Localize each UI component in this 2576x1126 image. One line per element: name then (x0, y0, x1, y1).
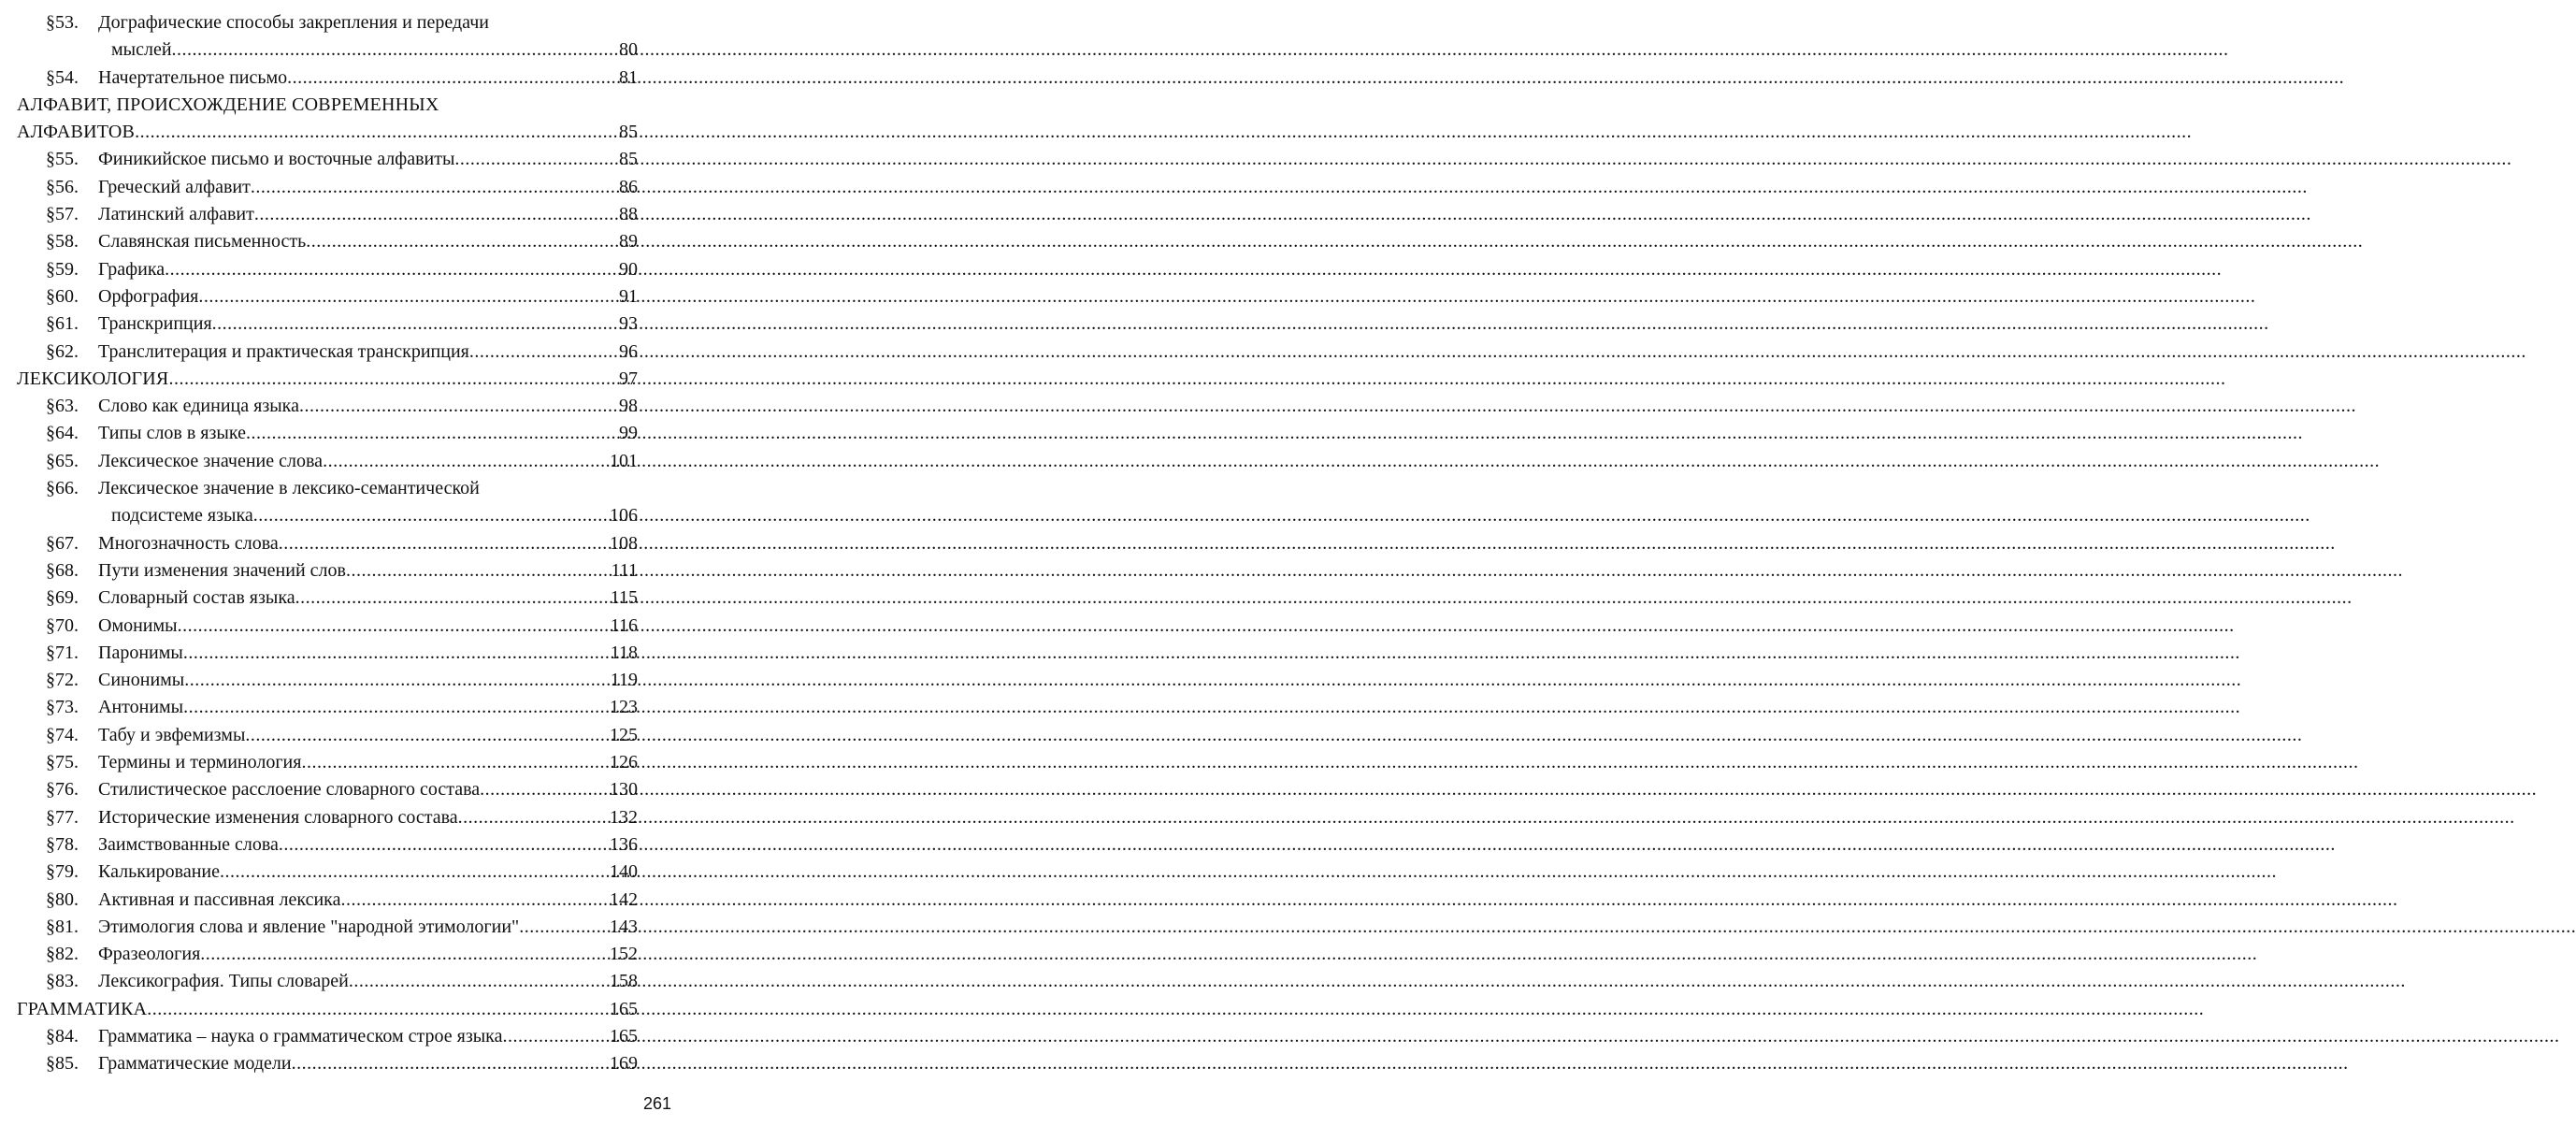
toc-entry (17, 393, 638, 420)
toc-entry-number: §68. (46, 559, 79, 581)
toc-entry-page: 96 (619, 340, 638, 362)
toc-entry-title: Транслитерация и практическая транскрипция (98, 340, 469, 362)
toc-dot-leader (183, 694, 610, 721)
toc-entry-title: Слово как единица языка (98, 396, 299, 417)
toc-entry (17, 585, 638, 612)
toc-dot-leader (184, 667, 610, 694)
toc-entry-title: Табу и эвфемизмы (98, 724, 246, 745)
toc-entry-page: 142 (610, 888, 638, 910)
toc-entry (17, 831, 638, 859)
toc-entry (17, 941, 638, 968)
toc-entry (17, 1023, 638, 1050)
toc-entry-title: ГРАММАТИКА (17, 998, 148, 1019)
toc-entry-number: §77. (46, 806, 79, 828)
toc-entry-title: Стилистическое расслоение словарного состава (98, 779, 481, 801)
toc-dot-leader (220, 859, 610, 886)
toc-entry-number: §75. (46, 752, 79, 773)
toc-entry-number: §72. (46, 670, 79, 691)
toc-entry-page: 85 (619, 149, 638, 170)
toc-entry (17, 228, 638, 255)
toc-dot-leader (198, 283, 619, 310)
toc-entry-continuation (17, 502, 638, 529)
toc-entry-title: Орфография (98, 285, 199, 307)
toc-entry-page: 101 (610, 450, 638, 471)
toc-entry (17, 804, 638, 831)
toc-dot-leader (200, 941, 610, 968)
toc-entry-page: 116 (610, 614, 638, 636)
toc-entry-title: Активная и пассивная лексика (98, 888, 341, 910)
toc-entry-title: АЛФАВИТ, ПРОИСХОЖДЕНИЕ СОВРЕМЕННЫХ (17, 94, 439, 115)
toc-dot-leader (254, 201, 619, 228)
toc-entry (17, 613, 638, 640)
toc-entry-title: ЛЕКСИКОЛОГИЯ (17, 368, 169, 389)
toc-entry-number: §67. (46, 532, 79, 554)
toc-entry-number: §79. (46, 861, 79, 883)
toc-entry-page: 132 (610, 806, 638, 828)
toc-section-heading (17, 92, 638, 119)
toc-dot-leader (135, 119, 619, 146)
toc-entry-title: Паронимы (98, 642, 183, 663)
toc-entry-title: Грамматические модели (98, 1053, 292, 1075)
toc-entry-page: 98 (619, 396, 638, 417)
toc-section-heading (17, 366, 638, 393)
toc-entry-page: 93 (619, 313, 638, 335)
toc-dot-leader (346, 557, 612, 585)
toc-entry-page: 119 (610, 670, 638, 691)
toc-entry-number: §64. (46, 423, 79, 444)
toc-entry-number: §83. (46, 971, 79, 992)
toc-dot-leader (246, 420, 619, 447)
toc-dot-leader (519, 914, 610, 941)
toc-entry (17, 1050, 638, 1077)
toc-entry-page: 130 (610, 779, 638, 801)
toc-entry (17, 667, 638, 694)
toc-entry-number: §53. (46, 12, 79, 33)
toc-entry (17, 776, 638, 803)
toc-entry-title: Типы слов в языке (98, 423, 246, 444)
toc-dot-leader (292, 1050, 610, 1077)
toc-dot-leader (168, 366, 619, 393)
toc-entry-title: Словарный состав языка (98, 587, 295, 609)
toc-entry-page: 143 (610, 916, 638, 937)
toc-entry-number: §54. (46, 66, 79, 88)
toc-dot-leader (172, 36, 619, 64)
toc-entry-number: §80. (46, 888, 79, 910)
toc-entry (17, 283, 638, 310)
toc-dot-leader (279, 831, 610, 859)
toc-entry-number: §71. (46, 642, 79, 663)
toc-dot-leader (323, 448, 610, 475)
toc-dot-leader (165, 256, 619, 283)
toc-entry-number: §82. (46, 944, 79, 965)
toc-dot-leader (349, 968, 610, 995)
toc-entry-page: 99 (619, 423, 638, 444)
toc-dot-leader (178, 613, 611, 640)
table-of-contents (17, 9, 638, 1078)
toc-entry-page: 89 (619, 231, 638, 253)
toc-entry-page: 97 (619, 368, 638, 389)
toc-entry-page: 118 (610, 642, 638, 663)
toc-entry-page: 80 (619, 39, 638, 61)
toc-entry-page: 152 (610, 944, 638, 965)
toc-entry (17, 256, 638, 283)
toc-dot-leader (306, 228, 619, 255)
toc-entry (17, 530, 638, 557)
toc-entry-number: §81. (46, 916, 79, 937)
toc-entry (17, 201, 638, 228)
toc-dot-leader (299, 393, 619, 420)
toc-entry-page: 125 (610, 724, 638, 745)
toc-entry-title: Лексическое значение в лексико-семантической (98, 478, 480, 499)
toc-entry (17, 722, 638, 749)
toc-dot-leader (251, 174, 619, 201)
toc-entry-title: Греческий алфавит (98, 176, 251, 197)
toc-dot-leader (183, 640, 611, 667)
toc-entry-title: Термины и терминология (98, 752, 302, 773)
toc-entry-number: §63. (46, 396, 79, 417)
toc-entry-number: §76. (46, 779, 79, 801)
toc-entry (17, 475, 638, 502)
toc-entry-number: §73. (46, 697, 79, 718)
toc-entry (17, 339, 638, 366)
toc-entry-page: 85 (619, 122, 638, 143)
toc-dot-leader (301, 749, 610, 776)
toc-entry-page: 81 (619, 66, 638, 88)
toc-entry-number: §78. (46, 833, 79, 855)
toc-entry-title: Антонимы (98, 697, 184, 718)
toc-entry-number: §74. (46, 724, 79, 745)
toc-entry (17, 694, 638, 721)
toc-dot-leader (480, 776, 610, 803)
toc-entry-title: Заимствованные слова (98, 833, 279, 855)
toc-entry-title: Начертательное письмо (98, 66, 288, 88)
toc-entry (17, 968, 638, 995)
toc-entry (17, 9, 638, 36)
toc-entry (17, 749, 638, 776)
toc-entry-page: 136 (610, 833, 638, 855)
toc-entry (17, 146, 638, 173)
toc-entry-title: Синонимы (98, 670, 185, 691)
toc-entry-number: §65. (46, 450, 79, 471)
toc-dot-leader (147, 996, 610, 1023)
toc-entry (17, 859, 638, 886)
toc-entry-title: Этимология слова и явление "народной этимологии" (98, 916, 520, 937)
toc-entry-title: Славянская письменность (98, 231, 307, 253)
toc-dot-leader (502, 1023, 610, 1050)
toc-entry-page: 115 (610, 587, 638, 609)
toc-entry (17, 557, 638, 585)
toc-entry-page: 86 (619, 176, 638, 197)
toc-entry-title: Графика (98, 258, 165, 280)
toc-dot-leader (245, 722, 610, 749)
toc-entry (17, 914, 638, 941)
toc-dot-leader (212, 310, 619, 338)
toc-entry-number: §84. (46, 1025, 79, 1047)
toc-entry-number: §66. (46, 478, 79, 499)
toc-entry-number: §85. (46, 1053, 79, 1075)
toc-entry-page: 140 (610, 861, 638, 883)
toc-dot-leader (253, 502, 610, 529)
toc-entry-page: 88 (619, 204, 638, 225)
toc-entry-title: Финикийское письмо и восточные алфавиты (98, 149, 455, 170)
toc-entry-page: 90 (619, 258, 638, 280)
toc-entry-page: 165 (610, 998, 638, 1019)
toc-entry-number: §61. (46, 313, 79, 335)
toc-section-heading (17, 996, 638, 1023)
page-number: 261 (642, 1094, 671, 1113)
toc-dot-leader (340, 887, 610, 914)
toc-entry-continuation (17, 36, 638, 64)
toc-entry-title: Лексическое значение слова (98, 450, 324, 471)
toc-entry-page: 126 (610, 752, 638, 773)
toc-entry-page: 91 (619, 285, 638, 307)
toc-entry-title: АЛФАВИТОВ (17, 122, 136, 143)
toc-entry-page: 123 (610, 697, 638, 718)
toc-entry-page: 106 (610, 505, 638, 527)
toc-entry-title: Фразеология (98, 944, 201, 965)
toc-entry-title: Дографические способы закрепления и передачи (98, 12, 490, 33)
toc-entry (17, 887, 638, 914)
toc-entry-title: Многозначность слова (98, 532, 279, 554)
toc-entry-title: Латинский алфавит (98, 204, 254, 225)
toc-entry-title: Транскрипция (98, 313, 212, 335)
toc-entry-number: §59. (46, 258, 79, 280)
toc-entry-page: 111 (611, 559, 638, 581)
toc-entry-page: 165 (610, 1025, 638, 1047)
toc-entry (17, 65, 638, 92)
toc-entry-number: §57. (46, 204, 79, 225)
toc-entry (17, 448, 638, 475)
toc-dot-leader (279, 530, 610, 557)
toc-entry-title: мыслей (111, 39, 172, 61)
toc-dot-leader (469, 339, 619, 366)
toc-entry-title: Исторические изменения словарного состава (98, 806, 458, 828)
toc-entry-number: §60. (46, 285, 79, 307)
toc-entry-number: §70. (46, 614, 79, 636)
toc-entry-title: подсистеме языка (111, 505, 253, 527)
toc-entry-title: Лексикография. Типы словарей (98, 971, 349, 992)
toc-dot-leader (287, 65, 619, 92)
toc-entry-page: 108 (610, 532, 638, 554)
toc-entry-number: §56. (46, 176, 79, 197)
toc-section-heading (17, 119, 638, 146)
document-page (0, 0, 684, 1126)
toc-entry (17, 174, 638, 201)
toc-entry-number: §58. (46, 231, 79, 253)
toc-dot-leader (295, 585, 611, 612)
toc-entry (17, 310, 638, 338)
toc-entry-number: §55. (46, 149, 79, 170)
toc-entry (17, 640, 638, 667)
toc-entry-title: Калькирование (98, 861, 220, 883)
toc-entry (17, 420, 638, 447)
toc-entry-number: §62. (46, 340, 79, 362)
toc-entry-title: Омонимы (98, 614, 178, 636)
toc-entry-title: Пути изменения значений слов (98, 559, 346, 581)
toc-entry-page: 169 (610, 1053, 638, 1075)
toc-entry-number: §69. (46, 587, 79, 609)
toc-dot-leader (454, 146, 619, 173)
toc-dot-leader (458, 804, 610, 831)
toc-entry-title: Грамматика – наука о грамматическом строе языка (98, 1025, 503, 1047)
toc-entry-page: 158 (610, 971, 638, 992)
